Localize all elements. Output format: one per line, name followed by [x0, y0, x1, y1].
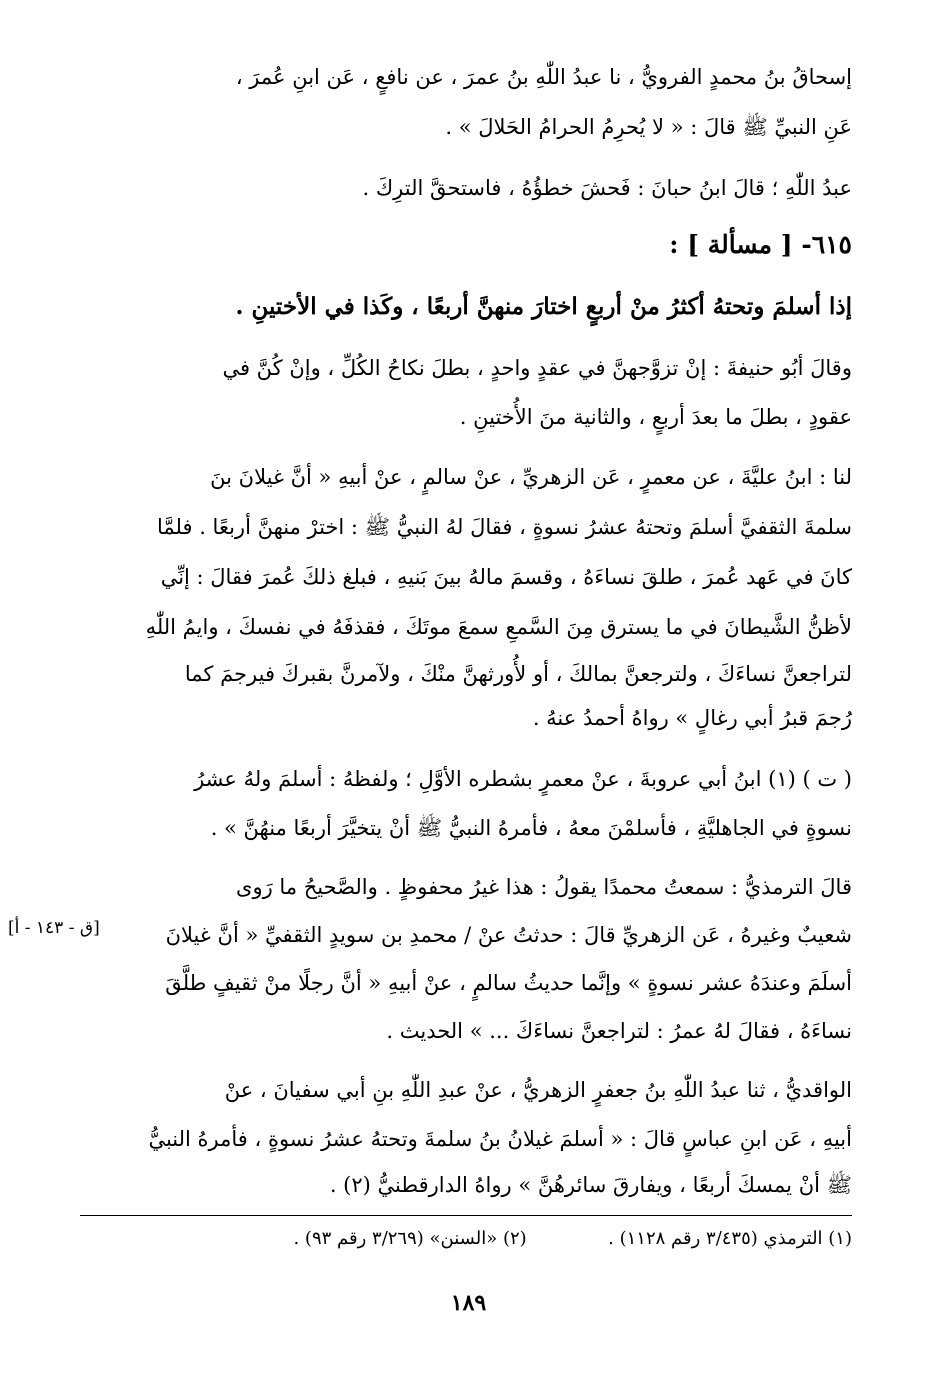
footnotes: [293, 1228, 852, 1249]
text-line: رُجمَ قبرُ أبي رغالٍ » رواهُ أحمدُ عنهُ .: [532, 706, 852, 730]
text-line: لأظنُّ الشَّيطانَ في ما يسترق مِنَ السَّمعِ سمعَ موتَكَ ، فقذفَهُ في نفسكَ ، وايمُ اللّٰهِ: [145, 615, 852, 639]
text-line: وقالَ أبُو حنيفةَ : إنْ تزوَّجهنَّ في عقدٍ واحدٍ ، بطلَ نكاحُ الكُلِّ ، وإنْ كُنَّ في: [222, 356, 852, 380]
text-line: أسلَمَ وعندَهُ عشر نسوةٍ » وإنَّما حديثُ سالمٍ ، عنْ أبيهِ « أنَّ رجلًا منْ ثقيفٍ طلَّقَ: [165, 971, 852, 995]
text-line: نسوةٍ في الجاهليَّةِ ، فأسلمْنَ معهُ ، فأمرهُ النبيُّ ﷺ أنْ يتخيَّرَ أربعًا منهُنَّ » .: [210, 816, 852, 840]
text-line: كانَ في عَهد عُمرَ ، طلقَ نساءَهُ ، وقسمَ مالهُ بينَ بَنيهِ ، فبلغ ذلكَ عُمرَ فقالَ : إنِّي: [160, 565, 852, 589]
text-line: عبدُ اللّٰهِ ؛ قالَ ابنُ حبانَ : فَحشَ خطؤُهُ ، فاستحقَّ الترِكَ .: [362, 176, 852, 200]
page-number: ١٨٩: [450, 1290, 487, 1316]
text-line: سلمةَ الثقفيَّ أسلمَ وتحتهُ عشرُ نسوةٍ ، فقالَ لهُ النبيُّ ﷺ : اخترْ منهنَّ أربعًا . فلمَّا: [157, 515, 852, 539]
text-line: ﷺ أنْ يمسكَ أربعًا ، ويفارقَ سائرهُنَّ » رواهُ الدارقطنيُّ (٢) .: [329, 1173, 852, 1197]
text-line: شعيبٌ وغيرهُ ، عَن الزهريِّ قالَ : حدثتُ عنْ / محمدِ بن سويدٍ الثقفيِّ « أنَّ غيلانَ: [165, 923, 852, 947]
issue-statement: إذا أسلمَ وتحتهُ أكثرُ منْ أربعٍ اختارَ منهنَّ أربعًا ، وكَذا في الأختينِ .: [235, 293, 852, 320]
text-line: لنا : ابنُ عليَّةَ ، عن معمرٍ ، عَن الزهريِّ ، عنْ سالمٍ ، عنْ أبيهِ « أنَّ غيلانَ بنَ: [210, 465, 852, 489]
text-line: قالَ الترمذيُّ : سمعتُ محمدًا يقولُ : هذا غيرُ محفوظٍ . والصَّحيحُ ما رَوى: [236, 875, 852, 899]
text-line: لتراجعنَّ نساءَكَ ، ولترجعنَّ بمالكَ ، أو لأُورثهنَّ منْكَ ، ولآمرنَّ بقبركَ فيرجمَ كما: [184, 662, 852, 686]
main-text: [105, 0, 852, 1382]
text-line: عَنِ النبيِّ ﷺ قالَ : « لا يُحرِمُ الحرامُ الحَلالَ » .: [445, 115, 852, 139]
text-line: إسحاقُ بنُ محمدٍ الفرويُّ ، نا عبدُ اللّٰهِ بنُ عمرَ ، عن نافعٍ ، عَن ابنِ عُمرَ ،: [235, 65, 852, 89]
footnote-divider: [80, 1215, 852, 1216]
text-line: عقودٍ ، بطلَ ما بعدَ أربعٍ ، والثانية منَ الأُختينِ .: [459, 405, 852, 429]
text-line: نساءَهُ ، فقالَ لهُ عمرُ : لتراجعنَّ نساءَكَ ... » الحديث .: [386, 1019, 852, 1043]
issue-heading: ٦١٥- [ مسألة ] :: [669, 230, 852, 259]
manuscript-margin-note: [ق - ١٤٣ - أ]: [8, 918, 100, 938]
text-line: أبيهِ ، عَن ابنِ عباسٍ قالَ : « أسلمَ غيلانُ بنُ سلمةَ وتحتهُ عشرُ نسوةٍ ، فأمرهُ النبيُّ: [148, 1127, 852, 1151]
footnote-1: (١) الترمذي (٣/٤٣٥ رقم ١١٢٨) .: [608, 1228, 852, 1249]
footnote-2: (٢) «السنن» (٣/٢٦٩ رقم ٩٣) .: [293, 1228, 527, 1249]
text-line: ( ت ) (١) ابنُ أبي عروبةَ ، عنْ معمرٍ بشطره الأوَّلِ ؛ ولفظهُ : أسلمَ ولهُ عشرُ: [194, 767, 852, 791]
text-line: الواقديُّ ، ثنا عبدُ اللّٰهِ بنُ جعفرٍ الزهريُّ ، عنْ عبدِ اللّٰهِ بنِ أبي سفيانَ ، عنْ: [224, 1078, 852, 1102]
